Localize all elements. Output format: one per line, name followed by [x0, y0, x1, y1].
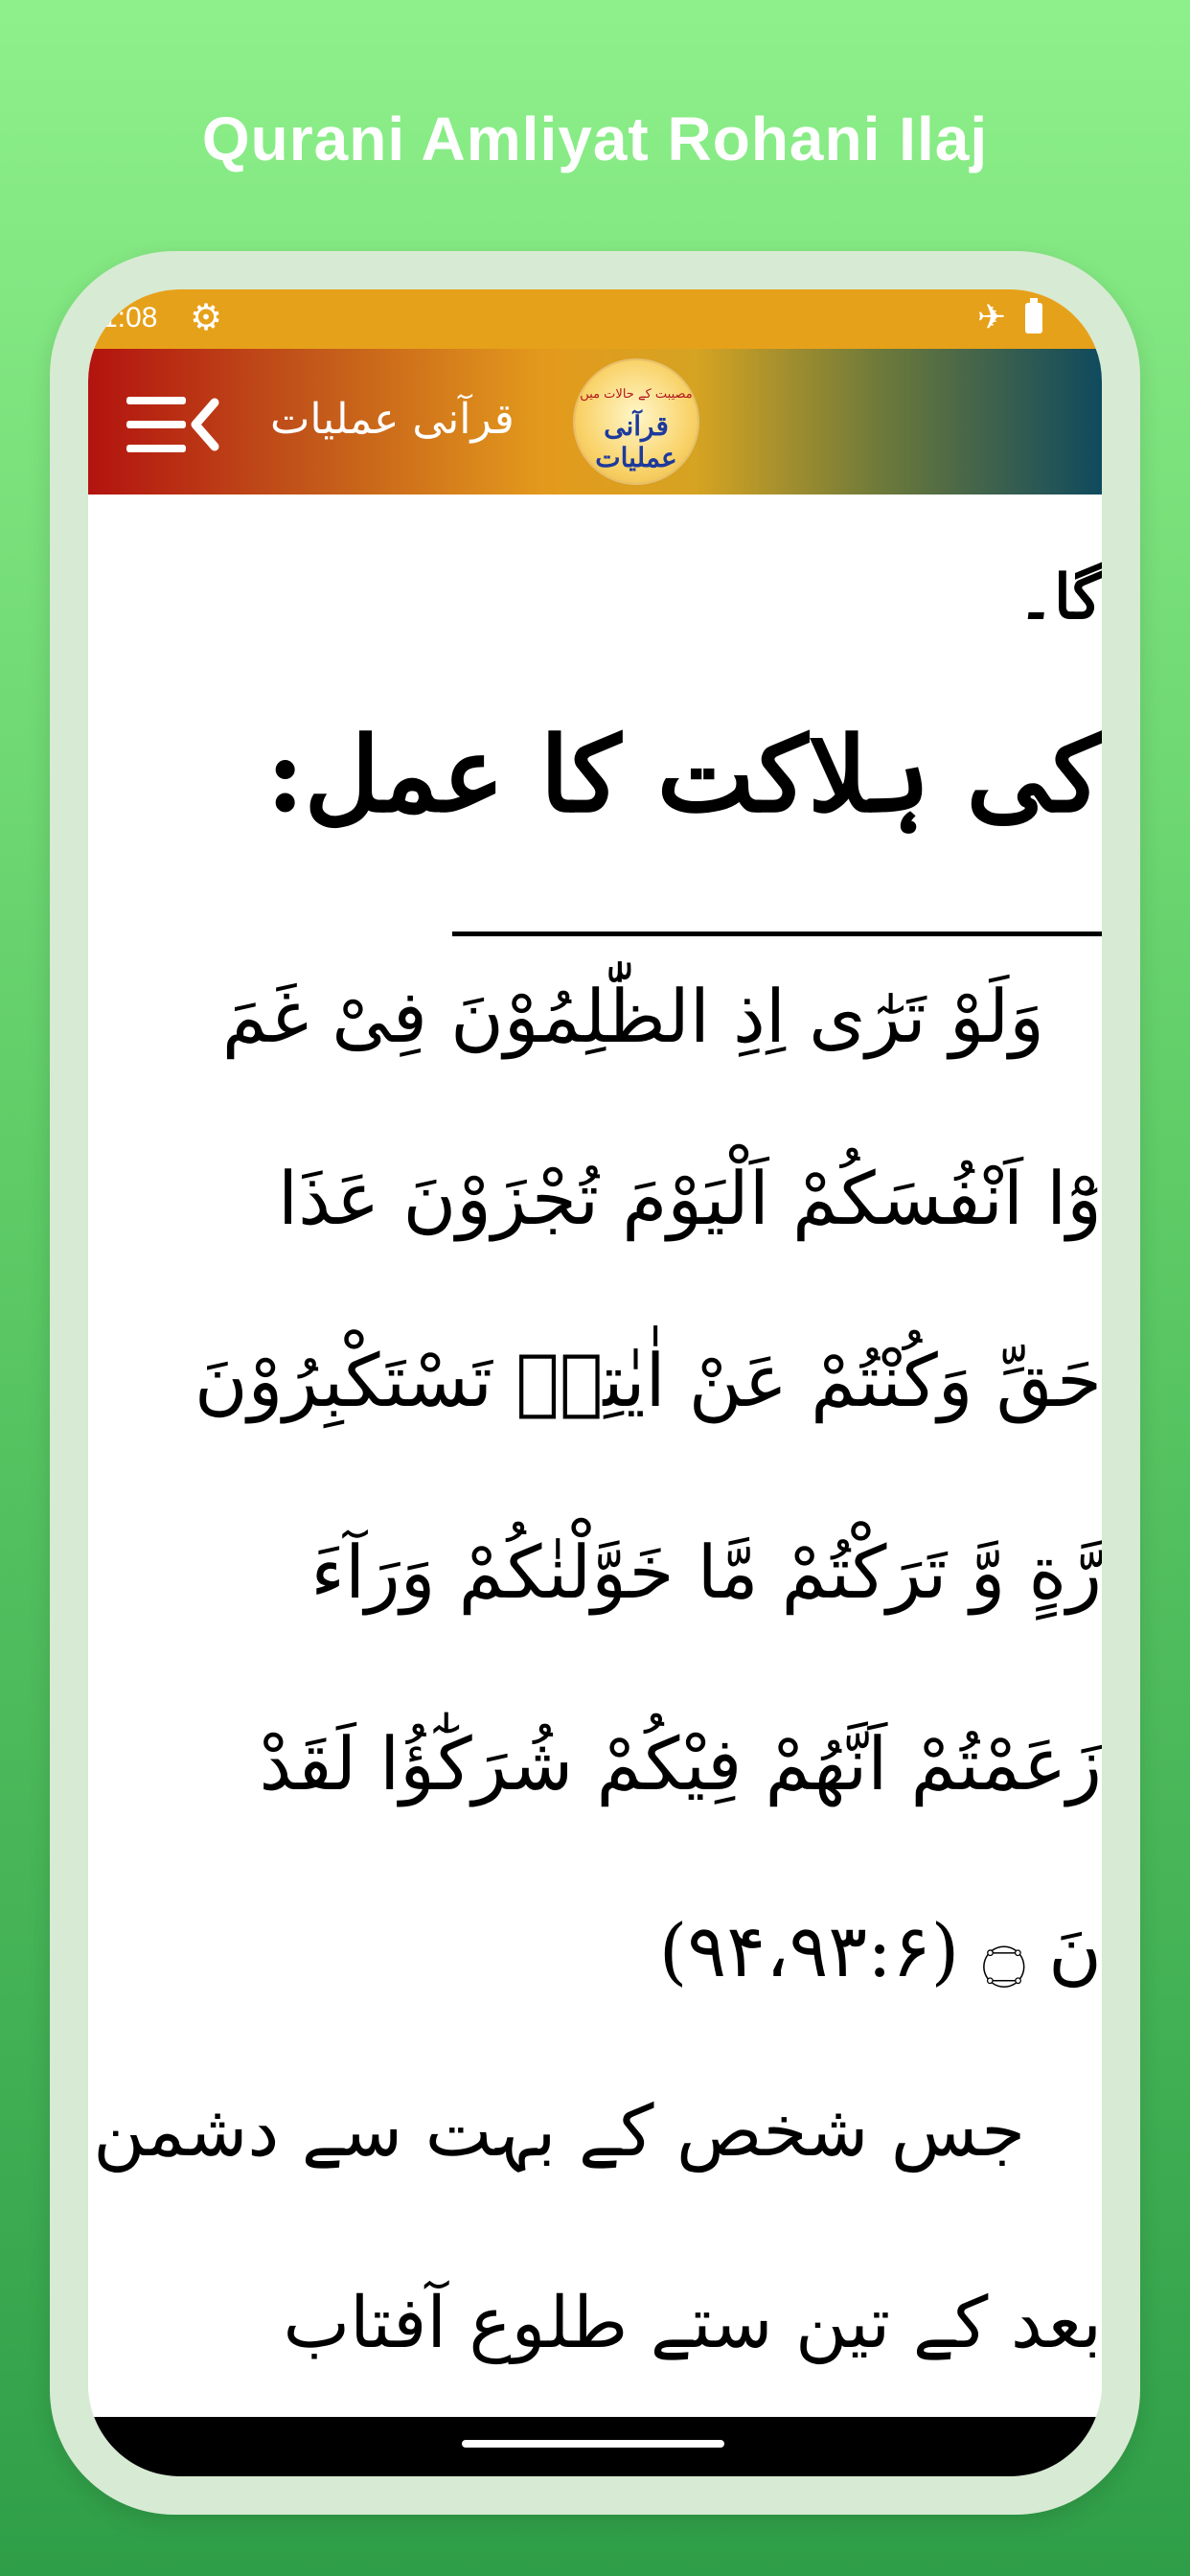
page-line-5: حَقِّ وَكُنْتُمْ عَنْ اٰیٰتِهٖ تَسْتَكْبِرُوْنَ	[194, 1338, 1102, 1423]
page-line-3: وَلَوْ تَرٰٓی اِذِ الظّٰلِمُوْنَ فِیْ غَمَ	[221, 974, 1044, 1059]
home-indicator[interactable]	[462, 2440, 724, 2448]
airplane-icon: ✈	[976, 297, 1006, 336]
page-heading: کی ہلاکت کا عمل:	[265, 715, 1102, 836]
status-time: 1:08	[102, 302, 158, 334]
page-image[interactable]	[88, 494, 1102, 2417]
battery-icon	[1025, 303, 1042, 334]
menu-icon[interactable]	[126, 393, 222, 456]
page-line-1: گا۔	[1018, 562, 1102, 633]
page-line-8: نَ ۝ (۹۴،۹۳:۶)	[658, 1908, 1102, 1993]
page-line-9: جس شخص کے بہت سے دشمن	[93, 2090, 1025, 2173]
logo-title: قرآنی عملیات	[595, 410, 677, 473]
page-line-6: رَّةٍ وَّ تَرَكْتُمْ مَّا خَوَّلْنٰكُمْ وَرَآءَ	[310, 1530, 1102, 1615]
app-logo	[575, 360, 698, 483]
gear-icon: ⚙	[190, 298, 223, 338]
page-line-10: بعد کے تین ستے طلوع آفتاب	[283, 2282, 1102, 2364]
promo-title: Qurani Amliyat Rohani Ilaj	[201, 104, 989, 173]
page-line-4: وْٓا اَنْفُسَكُمْ اَلْیَوْمَ تُجْزَوْنَ عَذَا	[277, 1156, 1102, 1241]
app-title: قرآنی عملیات	[270, 395, 515, 444]
phone-screen	[88, 289, 1102, 2476]
status-bar	[88, 289, 1102, 349]
heading-underline	[452, 932, 1102, 936]
page-line-7: زَعَمْتُمْ اَنَّهُمْ فِیْكُمْ شُرَكٰٓؤُا لَقَدْ	[259, 1721, 1102, 1806]
app-bar	[88, 349, 1102, 494]
logo-tagline: مصیبت کے حالات میں	[580, 387, 693, 402]
